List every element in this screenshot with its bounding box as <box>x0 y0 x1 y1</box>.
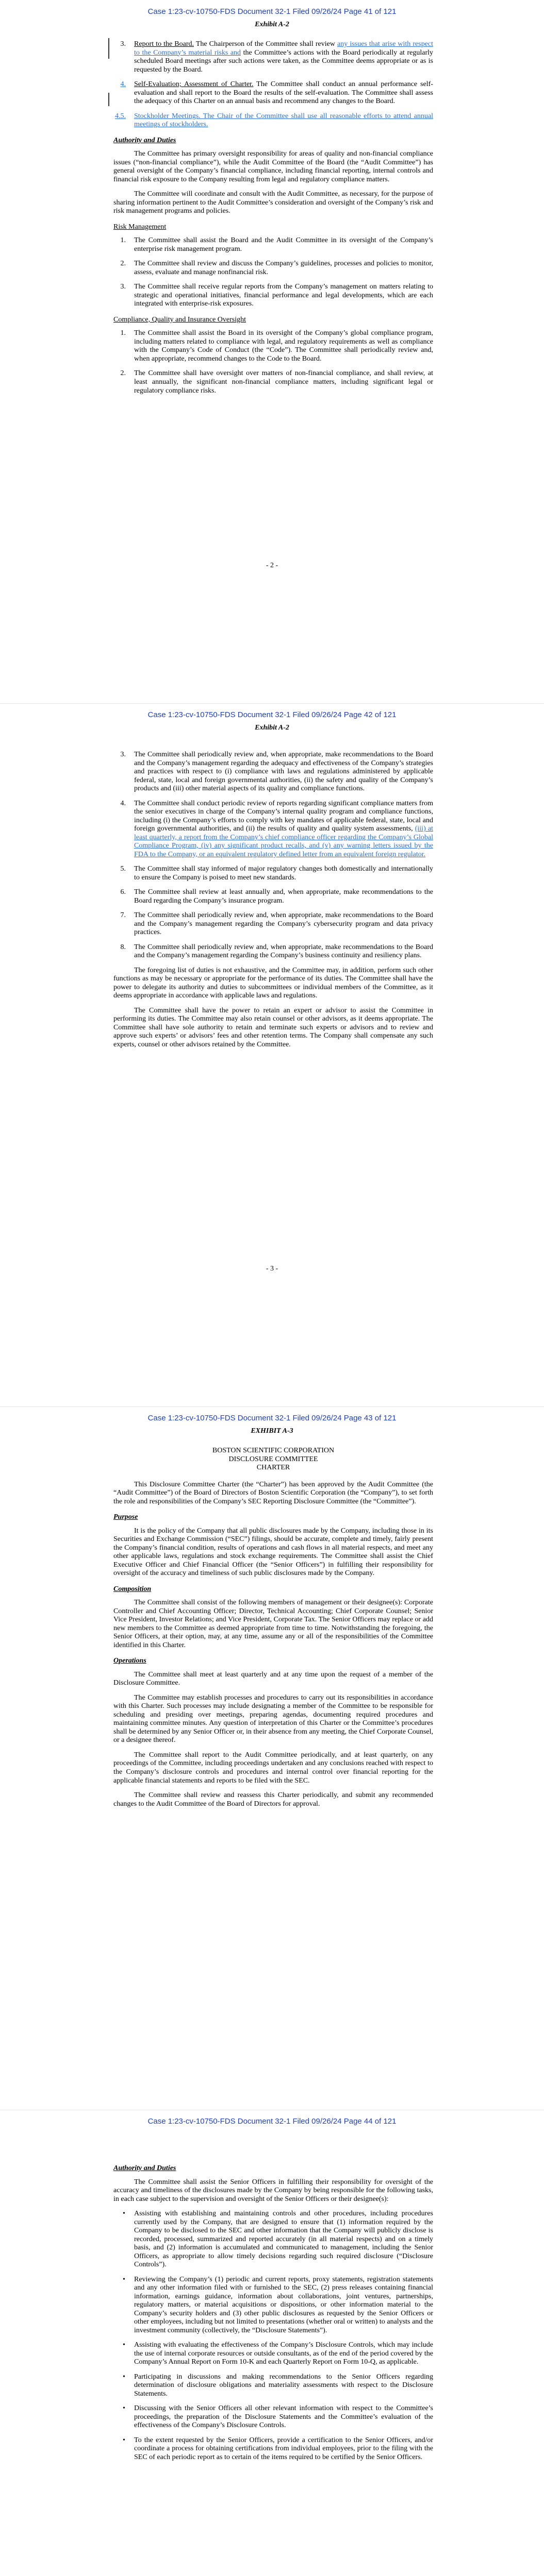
bullet-icon: • <box>123 2372 125 2381</box>
bullet-icon: • <box>123 2275 125 2283</box>
list-item: 2. The Committee shall have oversight over matters of non-financial compliance, and shall review, at least annually, the significant non-financial compliance matters, including significant legal or regulatory compliance risks. <box>120 369 433 395</box>
case-header: Case 1:23-cv-10750-FDS Document 32-1 Filed 09/26/24 Page 42 of 121 <box>147 710 397 719</box>
page-number: - 2 - <box>266 562 278 569</box>
bullet-item: • Discussing with the Senior Officers all other relevant information with respect to the Committee’s proceedings, the preparation of the Disclosure Statements and the Committee’s evaluation of the effectiveness of the Company’s Disclosure Controls. <box>123 2404 433 2430</box>
list-item: 1. The Committee shall assist the Board and the Audit Committee in its oversight of the Company’s enterprise risk management program. <box>120 236 433 253</box>
bullet-item: • Assisting with evaluating the effectiveness of the Company’s Disclosure Controls, which may include the use of internal corporate resources or outside consultants, as of the end of the period covered by the Company’s Annual Report on Form 10-K and each Quarterly Report on Form 10-Q, as applicable. <box>123 2341 433 2366</box>
case-header: Case 1:23-cv-10750-FDS Document 32-1 Filed 09/26/24 Page 43 of 121 <box>147 1414 397 1422</box>
paragraph: The Committee has primary oversight responsibility for areas of quality and non-financial compliance issues (“non-financial compliance”), while the Audit Committee of the Board (the “Audit Committee”) has general oversight of the Company’s financial compliance, including financial reporting, internal controls and financial risk exposure to the Company resulting from legal and regulatory compliance matters. <box>113 150 433 183</box>
bullet-icon: • <box>123 2436 125 2444</box>
document-page-43 <box>0 1406 544 2110</box>
section-heading: Compliance, Quality and Insurance Oversight <box>113 315 246 324</box>
doc-title-company: BOSTON SCIENTIFIC CORPORATION <box>212 1447 335 1454</box>
paragraph: The Committee shall review and reassess this Charter periodically, and submit any recommended changes to the Audit Committee of the Board of Directors for approval. <box>113 1791 433 1808</box>
list-item: 5. The Committee shall stay informed of major regulatory changes both domestically and internationally to ensure the Company is poised to meet new standards. <box>120 865 433 882</box>
list-item: 4. Self-Evaluation; Assessment of Charter. The Committee shall conduct an annual performance self-evaluation and shall report to the Board the results of the self-evaluation. The Committee shall assess the adequacy of this Charter on an annual basis and recommend any changes to the Board. <box>120 80 433 106</box>
paragraph: It is the policy of the Company that all public disclosures made by the Company, including those in its Securities and Exchange Commission (“SEC”) filings, should be accurate, complete and timely, fairly present the Company’s financial condition, results of operations and cash flows in all material respects, and meet any other applicable laws, regulations and stock exchange requirements. The Committee shall assist the Chief Executive Officer and Chief Financial Officer (the “Senior Officers”) in fulfilling their responsibility for oversight of the accuracy and timeliness of such public disclosures made by the Company. <box>113 1527 433 1578</box>
section-heading: Risk Management <box>113 223 167 231</box>
paragraph: The Committee shall report to the Audit Committee periodically, and at least quarterly, on any proceedings of the Committee, including proceedings undertaken and any conclusions reached with respect to the Company’s disclosure controls and procedures and internal control over financial reporting for the applicable financial statements and reports to be filed with the SEC. <box>113 1751 433 1785</box>
paragraph: The foregoing list of duties is not exhaustive, and the Committee may, in addition, perform such other functions as may be necessary or appropriate for the performance of its duties. The Committee shall have the power to delegate its authority and duties to subcommittees or individual members of the Committee, as it deems appropriate in accordance with applicable laws and regulations. <box>113 966 433 1000</box>
bullet-item: • To the extent requested by the Senior Officers, provide a certification to the Senior Officers, and/or coordinate a process for obtaining certifications from individual employees, prior to the filing with the SEC of each periodic report as to certain of the items required to be certified by the Senior Officers. <box>123 2436 433 2461</box>
paragraph: The Committee shall meet at least quarterly and at any time upon the request of a member of the Disclosure Committee. <box>113 1670 433 1687</box>
inserted-text: Stockholder Meetings. The Chair of the Committee shall use all reasonable efforts to attend annual meetings of stockholders. <box>134 112 433 129</box>
page-body <box>113 40 433 401</box>
list-item: 3. The Committee shall periodically review and, when appropriate, make recommendations to the Board and the Company’s management regarding the adequacy and effectiveness of the Company’s strategies and practices with respect to (i) compliance with laws and regulations administered by applicable federal, state, local and foreign governmental authorities, (ii) the safety and quality of the Company’s products and (iii) other material aspects of its quality and compliance functions. <box>120 751 433 793</box>
bullet-item: • Participating in discussions and making recommendations to the Senior Officers regarding determination of disclosure obligations and materiality assessments with respect to the Disclosure Statements. <box>123 2372 433 2398</box>
section-heading: Authority and Duties <box>113 2164 176 2172</box>
section-heading: Authority and Duties <box>113 136 176 144</box>
list-item: 7. The Committee shall periodically review and, when appropriate, make recommendations to the Board and the Company’s management regarding the Company’s cybersecurity program and data privacy practices. <box>120 911 433 937</box>
exhibit-label: EXHIBIT A-3 <box>251 1427 293 1435</box>
bullet-item: • Assisting with establishing and maintaining controls and other procedures, including procedures currently used by the Company, that are designed to ensure that (1) information required by the Company to be disclosed to the SEC and other information that the Company will publicly disclose is recorded, processed, summarized and reported accurately (in all material respects) and on a timely basis, and (2) information is accumulated and communicated to management, including the Senior Officers, as appropriate to allow timely decisions regarding such required disclosure (“Disclosure Controls”). <box>123 2210 433 2269</box>
section-heading: Composition <box>113 1585 152 1593</box>
paragraph: This Disclosure Committee Charter (the “Charter”) has been approved by the Audit Committee (the “Audit Committee”) of the Board of Directors of Boston Scientific Corporation (the “Company”), to set forth the role and responsibilities of the Company’s SEC Reporting Disclosure Committee (the “Committee”). <box>113 1480 433 1505</box>
list-item: 6. The Committee shall review at least annually and, when appropriate, make recommendations to the Board regarding the Company’s insurance program. <box>120 888 433 905</box>
list-item: 2. The Committee shall review and discuss the Company’s guidelines, processes and policies to monitor, assess, evaluate and manage nonfinancial risk. <box>120 260 433 276</box>
paragraph: The Committee will coordinate and consult with the Audit Committee, as necessary, for the purpose of sharing information pertinent to the Audit Committee’s consideration and oversight of the Company’s risk and risk management programs and policies. <box>113 190 433 215</box>
exhibit-label: Exhibit A-2 <box>255 724 289 732</box>
document-page-44 <box>0 2110 544 2576</box>
inserted-text: any issues that arise with respect to the Company’s material risks and <box>134 40 434 57</box>
page-body <box>113 1447 433 1815</box>
list-item: 4.5. Stockholder Meetings. The Chair of the Committee shall use all reasonable efforts to attend annual meetings of stockholders. <box>115 112 433 129</box>
paragraph: The Committee shall consist of the following members of management or their designee(s): Corporate Controller and Chief Accounting Officer; Director, Technical Accounting; Chief Corporate Counsel; Senior Vice President, Investor Relations; and Vice President, Corporate Tax. The Senior Officers may replace or add new members to the Committee as deemed appropriate from time to time. Notwithstanding the foregoing, the Senior Officers, at their option, may, at any time, assume any or all of the responsibilities of the Committee identified in this Charter. <box>113 1599 433 1649</box>
section-heading: Operations <box>113 1657 146 1665</box>
page-body <box>113 751 433 1055</box>
list-item: 4. The Committee shall conduct periodic review of reports regarding significant compliance matters from the senior executives in charge of the Company’s internal quality program and compliance functions, including (i) the Company’s efforts to comply with key mandates of applicable federal, state, local and foreign governmental authorities, and (ii) the results of quality and quality system assessments, (iii) at least quarterly, a report from the Company’s chief compliance officer regarding the Company’s Global Compliance Program, (iv) any significant product recalls, and (v) any warning letters issued by the FDA to the Company, or an equivalent regulatory defined letter from an equivalent foreign regulator. <box>120 799 433 858</box>
list-item: 8. The Committee shall periodically review and, when appropriate, make recommendations to the Board and the Company’s management regarding the Company’s business continuity and resiliency plans. <box>120 943 433 960</box>
doc-title-committee: DISCLOSURE COMMITTEE <box>228 1455 318 1463</box>
case-header: Case 1:23-cv-10750-FDS Document 32-1 Filed 09/26/24 Page 41 of 121 <box>147 7 397 16</box>
bullet-icon: • <box>123 2341 125 2349</box>
page-body <box>113 2157 433 2468</box>
revision-bar <box>108 38 109 59</box>
document-page-41 <box>0 0 544 703</box>
list-item: 3. Report to the Board. The Chairperson of the Committee shall review any issues that arise with respect to the Company’s material risks and the Committee’s actions with the Board periodically at regularly scheduled Board meetings after such actions were taken, as the Committee deems appropriate or as is requested by the Board. <box>120 40 434 74</box>
document-page-42 <box>0 703 544 1406</box>
bullet-item: • Reviewing the Company’s (1) periodic and current reports, proxy statements, registration statements and any other information filed with or furnished to the SEC, (2) press releases containing financial information, earnings guidance, information about collaborations, joint ventures, partnerships, regulatory matters, or material acquisitions or dispositions, or other information material to the Company’s security holders and (3) other public disclosures as requested by the Senior Officers or other employees, including but not limited to presentations (whether oral or written) to analysts and the investment community (collectively, the “Disclosure Statements”). <box>123 2275 433 2334</box>
bullet-icon: • <box>123 2404 125 2413</box>
inserted-text: (iii) at least quarterly, a report from the Company’s chief compliance officer regarding the Company’s Global Compliance Program, (iv) any significant product recalls, and (v) any warning letters issued by the FDA to the Company, or an equivalent regulatory defined letter from an equivalent foreign regulator. <box>134 825 433 858</box>
list-item: 3. The Committee shall receive regular reports from the Company’s management on matters relating to strategic and operational initiatives, financial performance and legal developments, which are each integrated with enterprise-risk exposures. <box>120 283 433 308</box>
page-number: - 3 - <box>266 1265 278 1273</box>
doc-title-charter: CHARTER <box>256 1464 290 1472</box>
case-header: Case 1:23-cv-10750-FDS Document 32-1 Filed 09/26/24 Page 44 of 121 <box>147 2117 397 2126</box>
paragraph: The Committee shall have the power to retain an expert or advisor to assist the Committee in performing its duties. The Committee may also retain counsel or other advisors, as it deems appropriate. The Committee shall have sole authority to retain and terminate such experts or advisors and to review and approve such experts’ or advisors’ fees and other retention terms. The Company shall compensate any such experts, counsel or other advisors retained by the Committee. <box>113 1006 433 1048</box>
paragraph: The Committee may establish processes and procedures to carry out its responsibilities in accordance with this Charter. Such processes may include designating a member of the Committee to be responsible for scheduling and presiding over meetings, preparing agendas, documenting required procedures and maintaining committee minutes. Any question of interpretation of this Charter or the Committee’s procedures shall be determined by any Senior Officer or, in their absence from any meeting, the Chief Corporate Counsel, or a designee thereof. <box>113 1693 433 1744</box>
paragraph: The Committee shall assist the Senior Officers in fulfilling their responsibility for oversight of the accuracy and timeliness of the disclosures made by the Company by being responsible for the following tasks, in each case subject to the supervision and oversight of the Senior Officers or their designee(s): <box>113 2178 433 2203</box>
list-item: 1. The Committee shall assist the Board in its oversight of the Company’s global compliance program, including matters related to compliance with legal, and regulatory requirements as well as compliance with the Company’s Code of Conduct (the “Code”). The Committee shall periodically review and, when appropriate, recommend changes to the Code to the Board. <box>120 329 433 363</box>
exhibit-label: Exhibit A-2 <box>255 21 289 28</box>
section-heading: Purpose <box>113 1513 138 1521</box>
bullet-icon: • <box>123 2210 125 2218</box>
revision-bar <box>108 93 109 106</box>
